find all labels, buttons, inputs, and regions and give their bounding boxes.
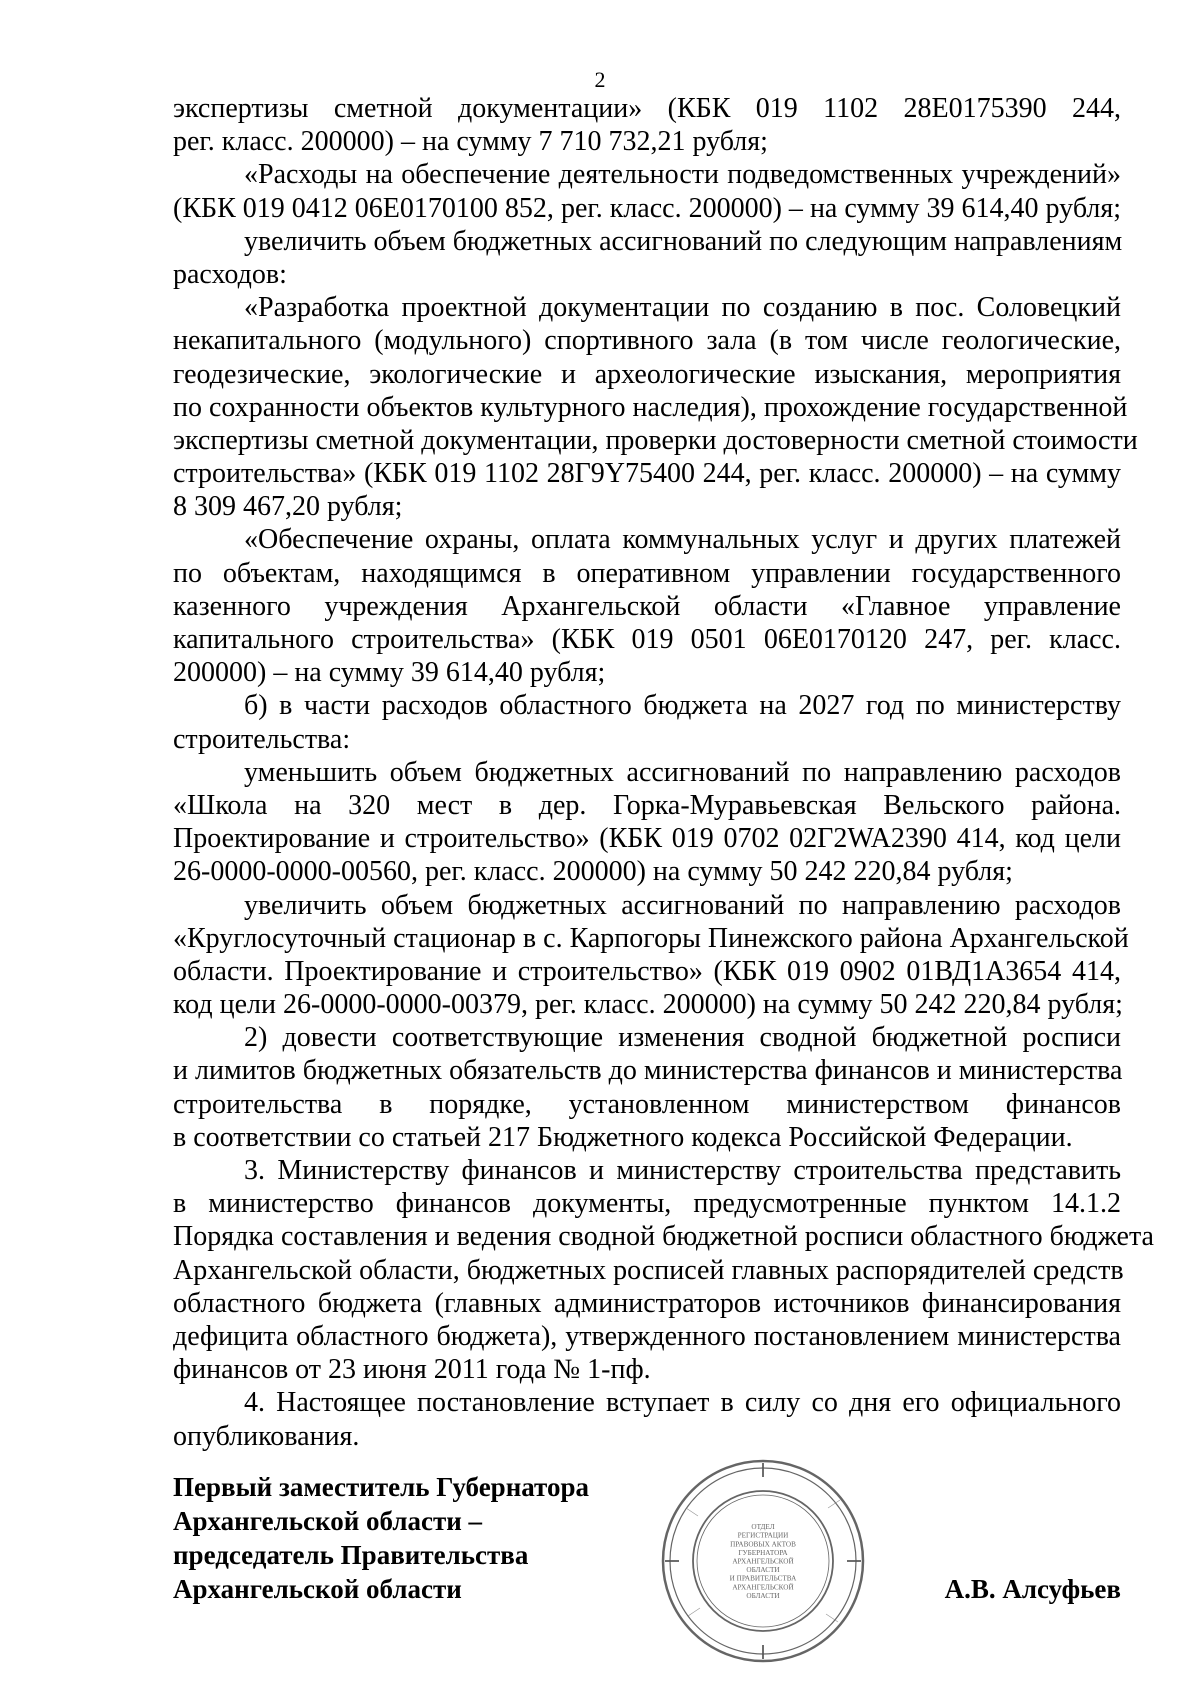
signatory-title bbox=[173, 1470, 589, 1606]
page-number: 2 bbox=[594, 67, 606, 92]
text-line: Порядка составления и ведения сводной бюджетной росписи областного бюджета bbox=[173, 1221, 1154, 1253]
seal-text-line: ОБЛАСТИ bbox=[746, 1566, 780, 1575]
text-line: и лимитов бюджетных обязательств до министерства финансов и министерства bbox=[173, 1055, 1123, 1087]
text-line: экспертизы сметной документации, проверки достоверности сметной стоимости bbox=[173, 424, 1138, 456]
signature-block bbox=[173, 1470, 1121, 1670]
text-line: опубликования. bbox=[173, 1420, 360, 1452]
seal-text-line: И ПРАВИТЕЛЬСТВА bbox=[729, 1574, 797, 1583]
seal-text-line: ПРАВОВЫХ АКТОВ bbox=[730, 1540, 796, 1549]
official-seal-stamp bbox=[658, 1456, 868, 1666]
text-line: 200000) – на сумму 39 614,40 рубля; bbox=[173, 657, 606, 689]
text-line: 2) довести соответствующие изменения сводной бюджетной росписи bbox=[244, 1022, 1121, 1054]
text-line: уменьшить объем бюджетных ассигнований по направлению расходов bbox=[244, 756, 1121, 788]
text-line: по сохранности объектов культурного наследия), прохождение государственной bbox=[173, 391, 1128, 423]
text-line: 4. Настоящее постановление вступает в силу со дня его официального bbox=[244, 1387, 1121, 1419]
seal-text-line: ГУБЕРНАТОРА bbox=[738, 1548, 788, 1557]
text-line: Архангельской области, бюджетных росписей главных распорядителей средств bbox=[173, 1254, 1124, 1286]
text-line: строительства: bbox=[173, 723, 351, 755]
text-line: капитального строительства» (КБК 019 0501 06Е0170120 247, рег. класс. bbox=[173, 624, 1121, 655]
text-line: областного бюджета (главных администраторов источников финансирования bbox=[173, 1287, 1121, 1319]
text-line: б) в части расходов областного бюджета на 2027 год по министерству bbox=[244, 690, 1121, 722]
signatory-title-line: Архангельской области – bbox=[173, 1506, 483, 1536]
text-line: дефицита областного бюджета), утвержденного постановлением министерства bbox=[173, 1320, 1121, 1352]
text-line: «Круглосуточный стационар в с. Карпогоры Пинежского района Архангельской bbox=[173, 922, 1129, 954]
signatory-name: А.В. Алсуфьев bbox=[944, 1574, 1121, 1604]
text-line: 8 309 467,20 рубля; bbox=[173, 491, 403, 523]
seal-text-line: ОТДЕЛ bbox=[751, 1523, 775, 1532]
signatory-title-line: председатель Правительства bbox=[173, 1540, 529, 1570]
text-line: код цели 26-0000-0000-00379, рег. класс. 200000) на сумму 50 242 220,84 рубля; bbox=[173, 989, 1123, 1021]
text-line: увеличить объем бюджетных ассигнований по следующим направлениям bbox=[244, 225, 1123, 257]
text-line: расходов: bbox=[173, 258, 287, 290]
seal-text-line: АРХАНГЕЛЬСКОЙ bbox=[732, 1557, 794, 1566]
text-line: рег. класс. 200000) – на сумму 7 710 732,21 рубля; bbox=[173, 126, 768, 158]
text-line: «Школа на 320 мест в дер. Горка-Муравьевская Вельского района. bbox=[173, 789, 1121, 821]
signatory-title-line: Первый заместитель Губернатора bbox=[173, 1472, 589, 1502]
text-line: Проектирование и строительство» (КБК 019 0702 02Г2WA2390 414, код цели bbox=[173, 823, 1121, 855]
text-line: казенного учреждения Архангельской области «Главное управление bbox=[173, 590, 1121, 622]
text-line: в соответствии со статьей 217 Бюджетного кодекса Российской Федерации. bbox=[173, 1121, 1073, 1153]
text-line: 26-0000-0000-00560, рег. класс. 200000) на сумму 50 242 220,84 рубля; bbox=[173, 856, 1013, 888]
seal-text-line: ОБЛАСТИ bbox=[746, 1591, 780, 1600]
text-line: 3. Министерству финансов и министерству строительства представить bbox=[244, 1155, 1121, 1186]
text-line: экспертизы сметной документации» (КБК 019 1102 28Е0175390 244, bbox=[173, 93, 1121, 124]
text-line: «Обеспечение охраны, оплата коммунальных услуг и других платежей bbox=[244, 524, 1121, 556]
document-body bbox=[173, 92, 1154, 1453]
text-line: «Разработка проектной документации по созданию в пос. Соловецкий bbox=[244, 292, 1121, 324]
text-line: по объектам, находящимся в оперативном управлении государственного bbox=[173, 557, 1121, 589]
text-line: увеличить объем бюджетных ассигнований по направлению расходов bbox=[244, 889, 1121, 921]
text-line: строительства» (КБК 019 1102 28Г9Y75400 244, рег. класс. 200000) – на сумму bbox=[173, 458, 1121, 490]
text-line: «Расходы на обеспечение деятельности подведомственных учреждений» bbox=[244, 159, 1121, 191]
text-line: в министерство финансов документы, предусмотренные пунктом 14.1.2 bbox=[173, 1188, 1121, 1220]
text-line: некапитального (модульного) спортивного зала (в том числе геологические, bbox=[173, 325, 1121, 357]
text-line: области. Проектирование и строительство» (КБК 019 0902 01ВД1А3654 414, bbox=[173, 955, 1121, 987]
seal-text-line: АРХАНГЕЛЬСКОЙ bbox=[732, 1583, 794, 1592]
signatory-title-line: Архангельской области bbox=[173, 1574, 462, 1604]
text-line: строительства в порядке, установленном министерством финансов bbox=[173, 1088, 1121, 1120]
text-line: (КБК 019 0412 06Е0170100 852, рег. класс. 200000) – на сумму 39 614,40 рубля; bbox=[173, 192, 1121, 224]
seal-inner-text bbox=[730, 1523, 797, 1600]
seal-text-line: РЕГИСТРАЦИИ bbox=[737, 1531, 789, 1540]
text-line: геодезические, экологические и археологические изыскания, мероприятия bbox=[173, 358, 1121, 390]
text-line: финансов от 23 июня 2011 года № 1-пф. bbox=[173, 1354, 651, 1386]
